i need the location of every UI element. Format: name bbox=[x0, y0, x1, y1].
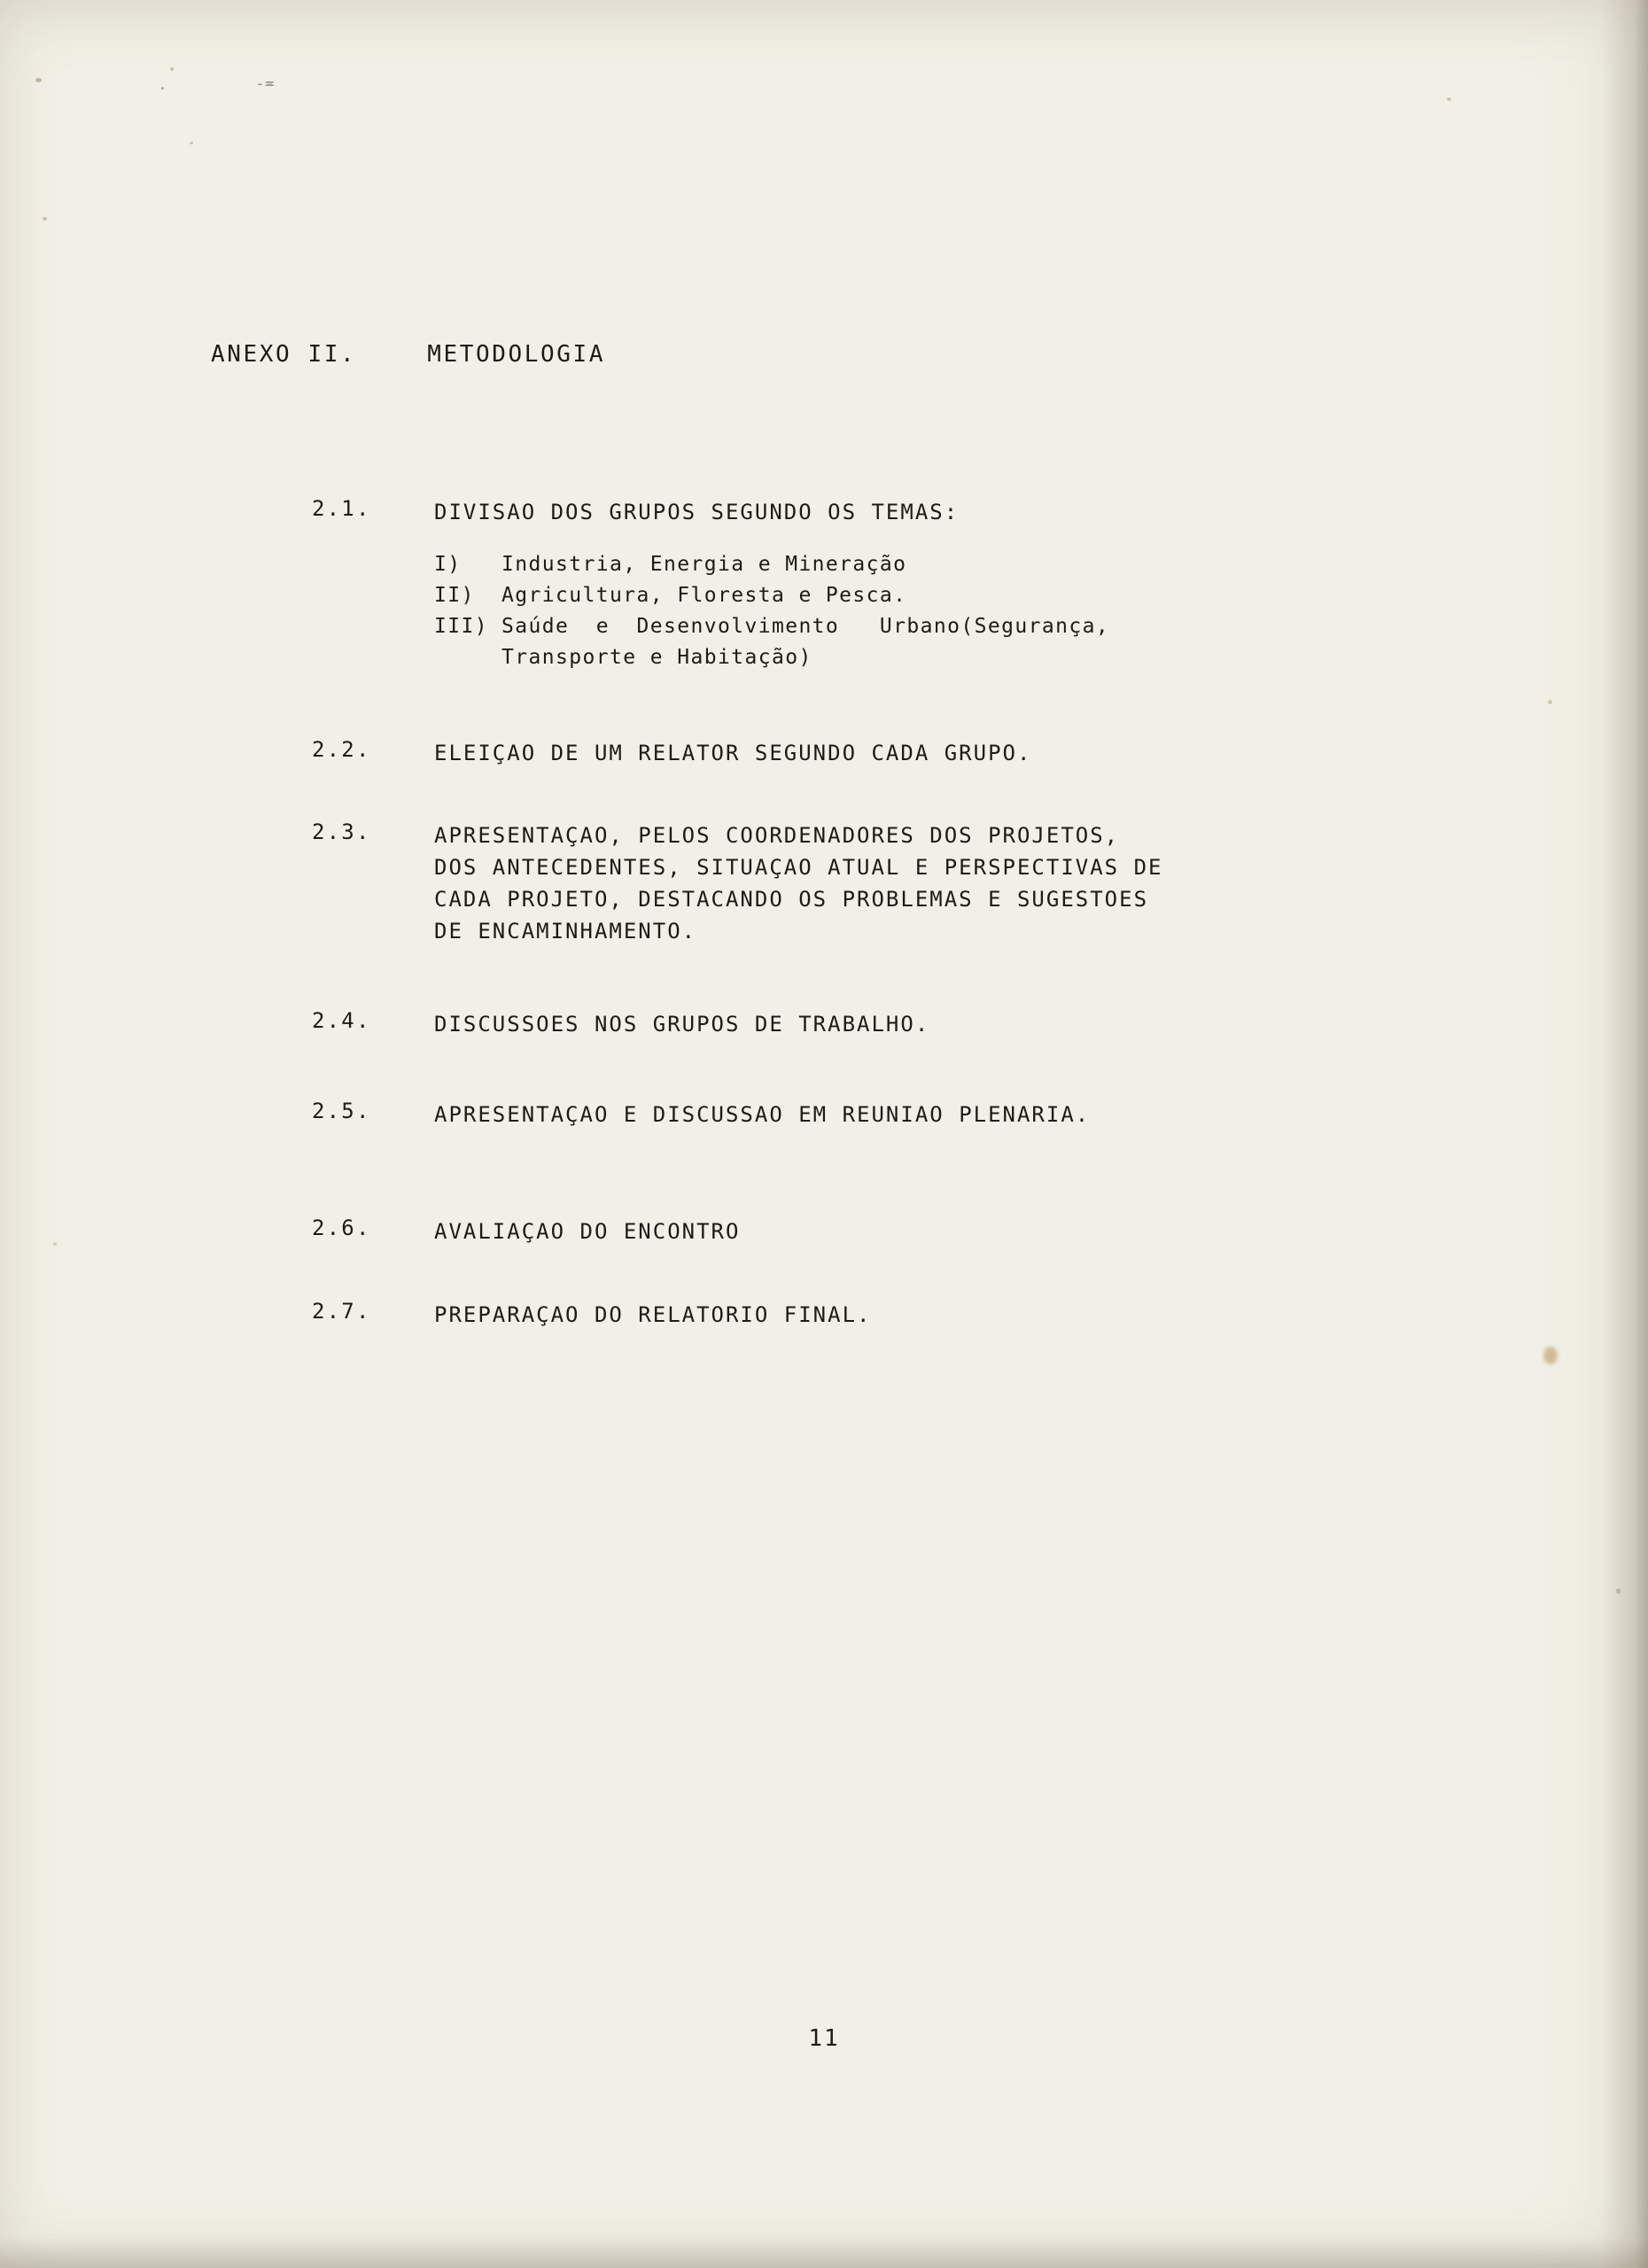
item-text bbox=[434, 1099, 1419, 1130]
item-text: ELEIÇAO DE UM RELATOR SEGUNDO CADA GRUPO. bbox=[434, 741, 1032, 765]
stray-mark: -≖ bbox=[255, 74, 275, 93]
stray-mark: · bbox=[158, 80, 167, 98]
item-text: DIVISAO DOS GRUPOS SEGUNDO OS TEMAS: bbox=[434, 500, 960, 524]
item-number: 2.3. bbox=[312, 819, 371, 844]
page-number: 11 bbox=[808, 2025, 840, 2052]
list-item bbox=[434, 642, 1419, 673]
item-line: DE ENCAMINHAMENTO. bbox=[434, 919, 697, 944]
item-sublist bbox=[434, 549, 1419, 673]
list-item bbox=[312, 819, 1419, 947]
sublist-marker: III) bbox=[434, 615, 488, 638]
list-item bbox=[312, 737, 1419, 769]
list-item bbox=[434, 549, 1419, 580]
item-line: APRESENTAÇAO, PELOS COORDENADORES DOS PROJETOS, bbox=[434, 823, 1120, 848]
item-line: PLENARIA. bbox=[959, 1102, 1091, 1127]
sublist-marker: I) bbox=[434, 553, 462, 576]
list-item bbox=[312, 1099, 1419, 1130]
item-line: DOS ANTECEDENTES, SITUAÇAO ATUAL E PERSPECTIVAS DE bbox=[434, 855, 1163, 880]
list-item bbox=[434, 580, 1419, 611]
sublist-text: Saúde e Desenvolvimento Urbano(Segurança, bbox=[501, 615, 1110, 638]
item-line: CADA PROJETO, DESTACANDO OS PROBLEMAS E SUGESTOES bbox=[434, 887, 1149, 912]
item-number: 2.4. bbox=[312, 1008, 371, 1033]
item-number: 2.2. bbox=[312, 737, 371, 762]
item-line: APRESENTAÇAO E DISCUSSAO EM REUNIAO bbox=[434, 1102, 944, 1127]
sublist-text: Industria, Energia e Mineração bbox=[501, 553, 907, 576]
item-text: AVALIAÇAO DO ENCONTRO bbox=[434, 1219, 741, 1244]
sublist-text: Agricultura, Floresta e Pesca. bbox=[501, 584, 907, 607]
item-number: 2.6. bbox=[312, 1216, 371, 1240]
document-heading bbox=[211, 341, 605, 368]
item-number: 2.7. bbox=[312, 1299, 371, 1324]
sublist-marker: II) bbox=[434, 584, 475, 607]
item-text bbox=[434, 819, 1419, 947]
sublist-text: Transporte e Habitação) bbox=[501, 646, 812, 669]
item-text: DISCUSSOES NOS GRUPOS DE TRABALHO. bbox=[434, 1012, 930, 1037]
list-item bbox=[312, 496, 1419, 673]
item-number: 2.1. bbox=[312, 496, 371, 521]
list-item bbox=[312, 1008, 1419, 1040]
list-item bbox=[434, 611, 1419, 642]
list-item bbox=[312, 1299, 1419, 1331]
item-text: PREPARAÇAO DO RELATORIO FINAL. bbox=[434, 1302, 872, 1327]
heading-label: ANEXO II. bbox=[211, 341, 357, 368]
list-item bbox=[312, 1216, 1419, 1247]
item-number: 2.5. bbox=[312, 1099, 371, 1123]
heading-title: METODOLOGIA bbox=[427, 341, 606, 368]
